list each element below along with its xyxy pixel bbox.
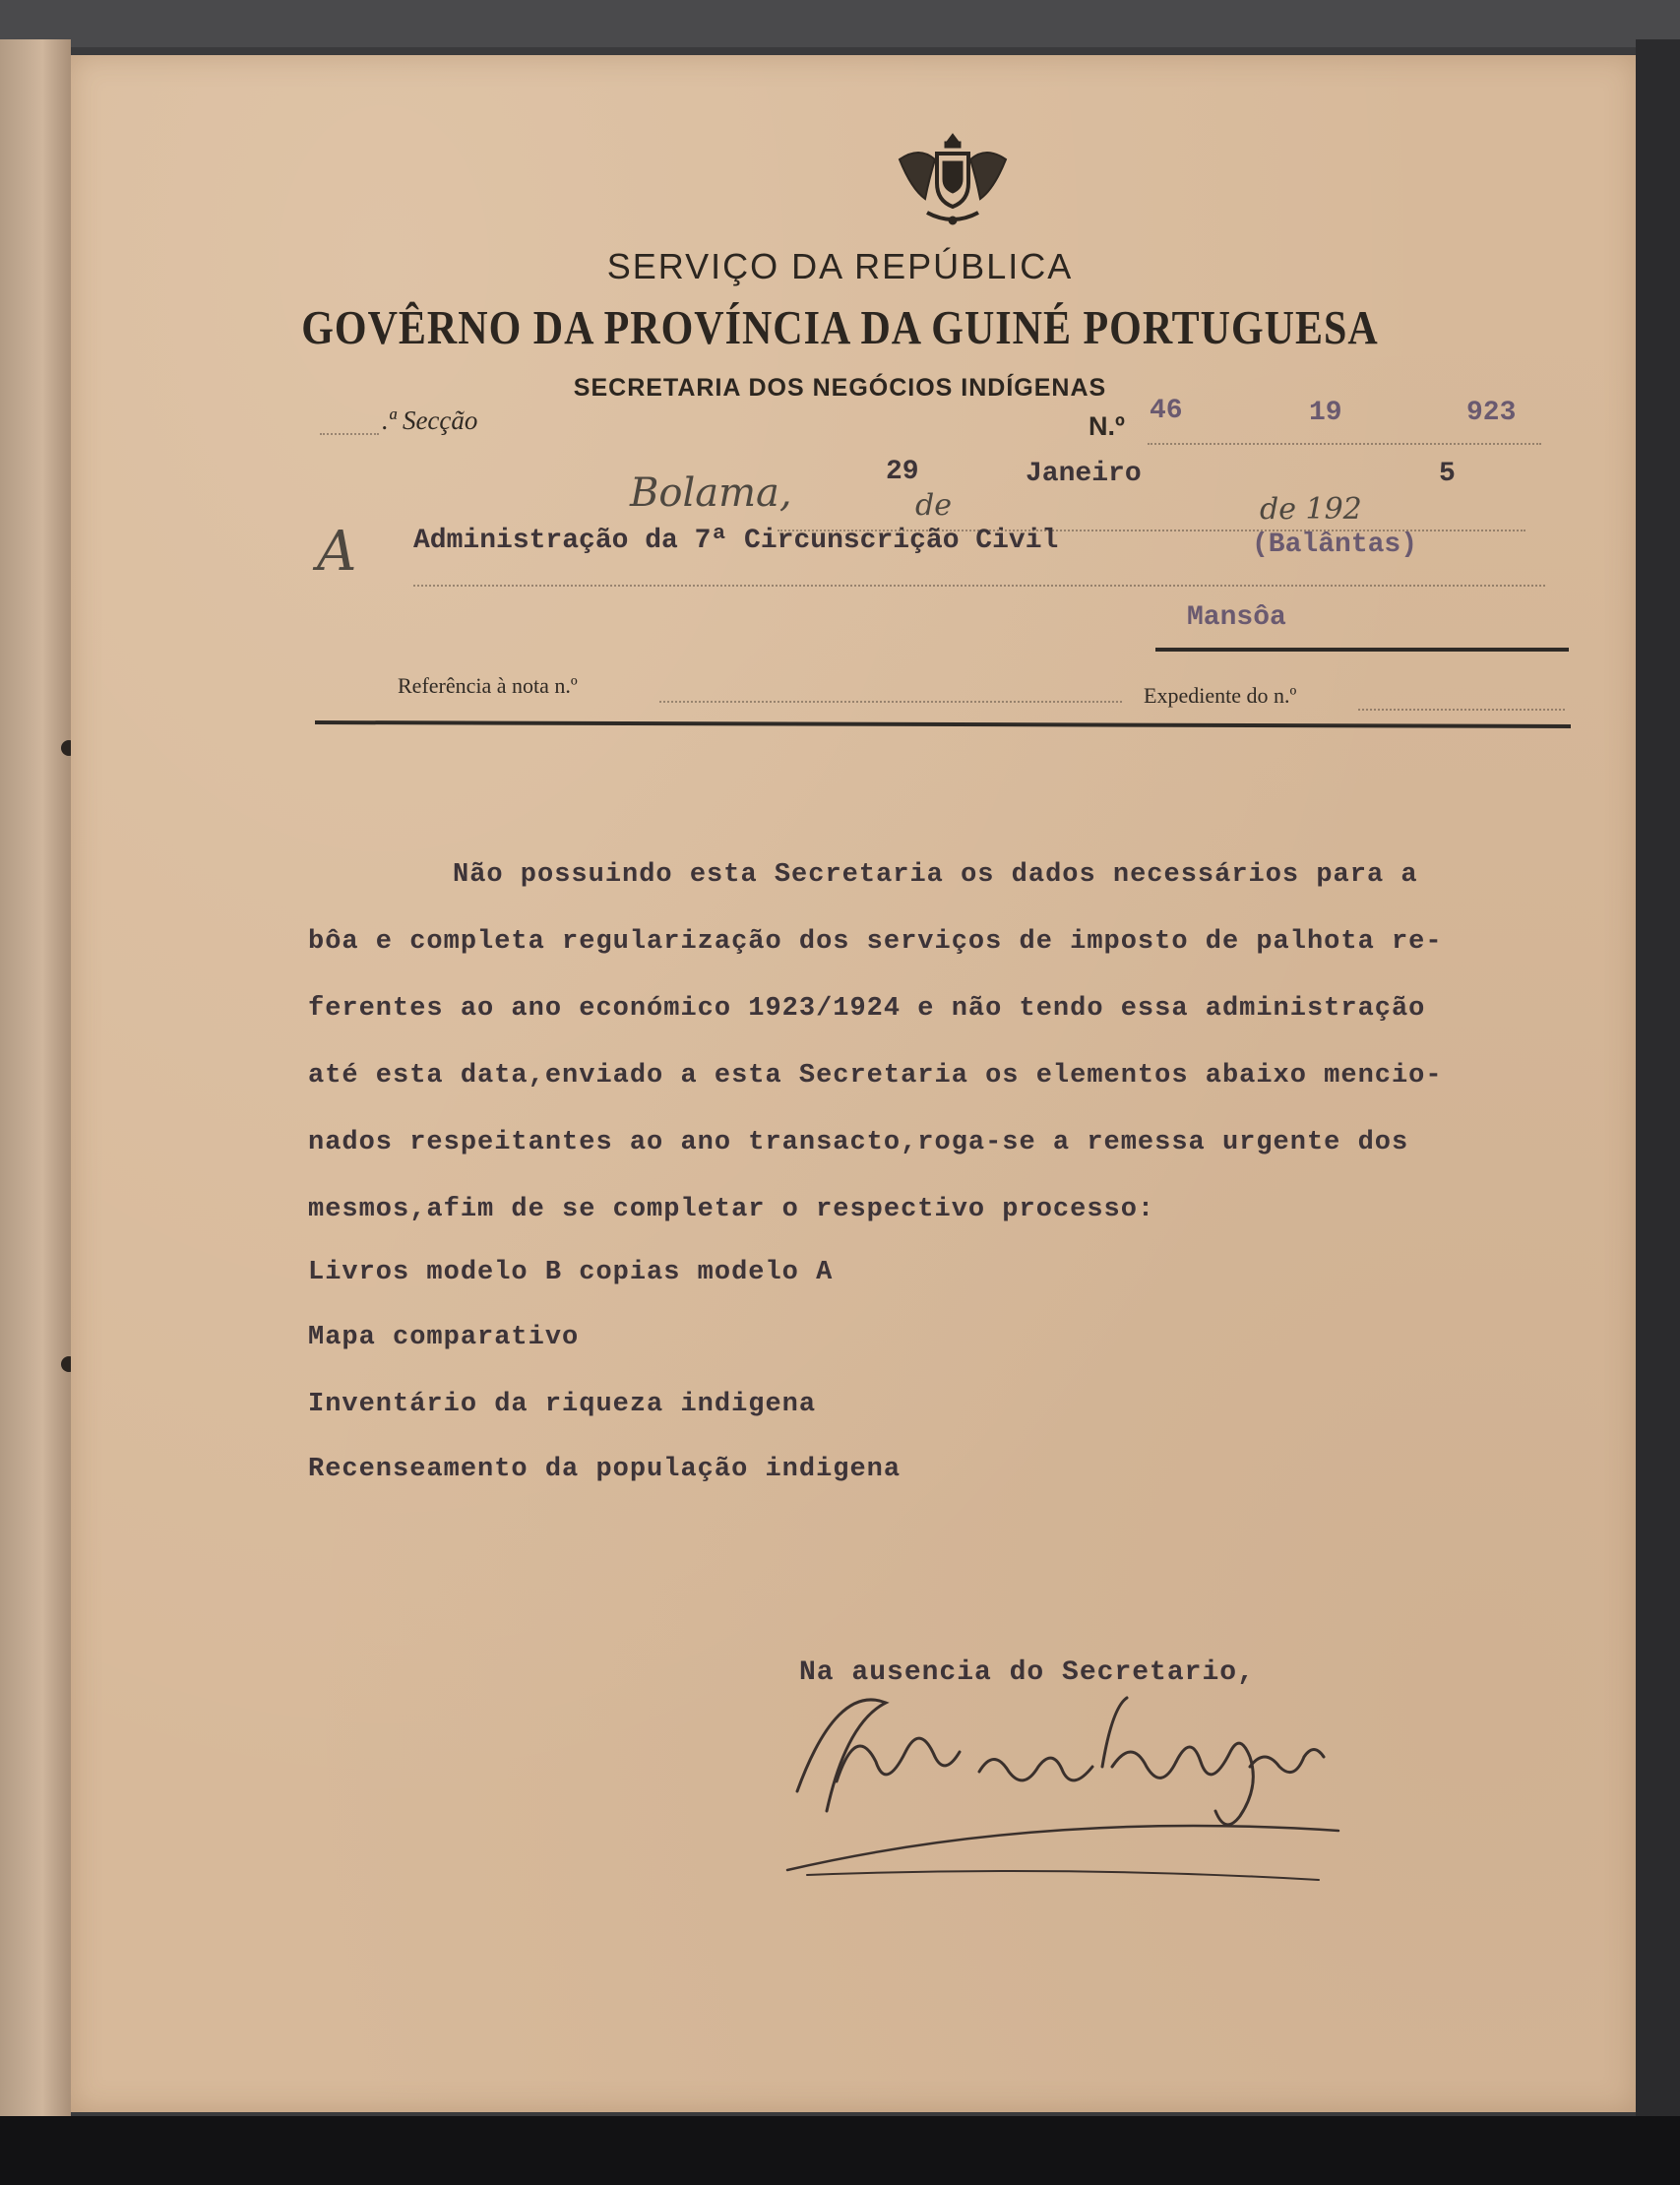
- addressee-prefix: A: [317, 520, 357, 584]
- place-name: Bolama,: [630, 470, 792, 516]
- government-heading: GOVÊRNO DA PROVÍNCIA DA GUINÉ PORTUGUESA: [301, 302, 1379, 355]
- paragraph-line: ferentes ao ano económico 1923/1924 e não tendo essa administração: [308, 994, 1426, 1024]
- addressee-region: (Balântas): [1252, 530, 1418, 560]
- paragraph-line: até esta data,enviado a esta Secretaria os elementos abaixo mencio-: [308, 1061, 1443, 1091]
- paragraph-line: bôa e completa regularização dos serviços de imposto de palhota re-: [308, 927, 1443, 957]
- date-day: 29: [886, 457, 919, 487]
- list-item: Livros modelo B copias modelo A: [308, 1258, 834, 1287]
- list-item: Inventário da riqueza indigena: [308, 1390, 817, 1419]
- addressee-recipient: Administração da 7ª Circunscrição Civil: [413, 526, 1059, 556]
- scanner-background-top: [0, 0, 1680, 47]
- signature-icon: [778, 1673, 1368, 1890]
- addressee-dotted-line: [413, 585, 1545, 587]
- number-year-suffix: 923: [1466, 398, 1517, 428]
- reference-dotted-line: [659, 701, 1122, 703]
- section-dotted-line: [320, 433, 379, 435]
- service-heading: SERVIÇO DA REPÚBLICA: [606, 246, 1074, 286]
- section-label-text: Secção: [402, 406, 478, 435]
- section-label: .ª Secção: [382, 406, 478, 435]
- expedient-dotted-line: [1358, 709, 1565, 711]
- scanner-background-bottom: [0, 2116, 1680, 2185]
- addressee-location: Mansôa: [1187, 602, 1286, 633]
- list-item: Recenseamento da população indigena: [308, 1455, 902, 1484]
- expedient-label: Expediente do n.º: [1144, 683, 1297, 708]
- coat-of-arms-icon: [894, 130, 1012, 228]
- date-de-1: de: [915, 488, 952, 523]
- number-value: 46: [1150, 396, 1183, 426]
- number-dotted-line: [1148, 443, 1541, 445]
- secretariat-heading: SECRETARIA DOS NEGÓCIOS INDÍGENAS: [573, 374, 1107, 402]
- closing-text: Na ausencia do Secretario,: [799, 1657, 1255, 1688]
- paragraph-line: Não possuindo esta Secretaria os dados necessários para a: [453, 860, 1418, 890]
- date-month: Janeiro: [1026, 459, 1142, 489]
- list-item: Mapa comparativo: [308, 1323, 580, 1352]
- number-year-prefix: 19: [1309, 398, 1342, 428]
- date-year-digit: 5: [1439, 459, 1456, 489]
- paragraph-line: nados respeitantes ao ano transacto,roga-se a remessa urgente dos: [308, 1128, 1409, 1157]
- addressee-rule: [1155, 648, 1569, 652]
- reference-note-label: Referência à nota n.º: [398, 673, 578, 698]
- date-de-2: de 192: [1260, 492, 1362, 527]
- paragraph-line: mesmos,afim de se completar o respectivo processo:: [308, 1195, 1155, 1224]
- number-label: N.º: [1089, 411, 1125, 441]
